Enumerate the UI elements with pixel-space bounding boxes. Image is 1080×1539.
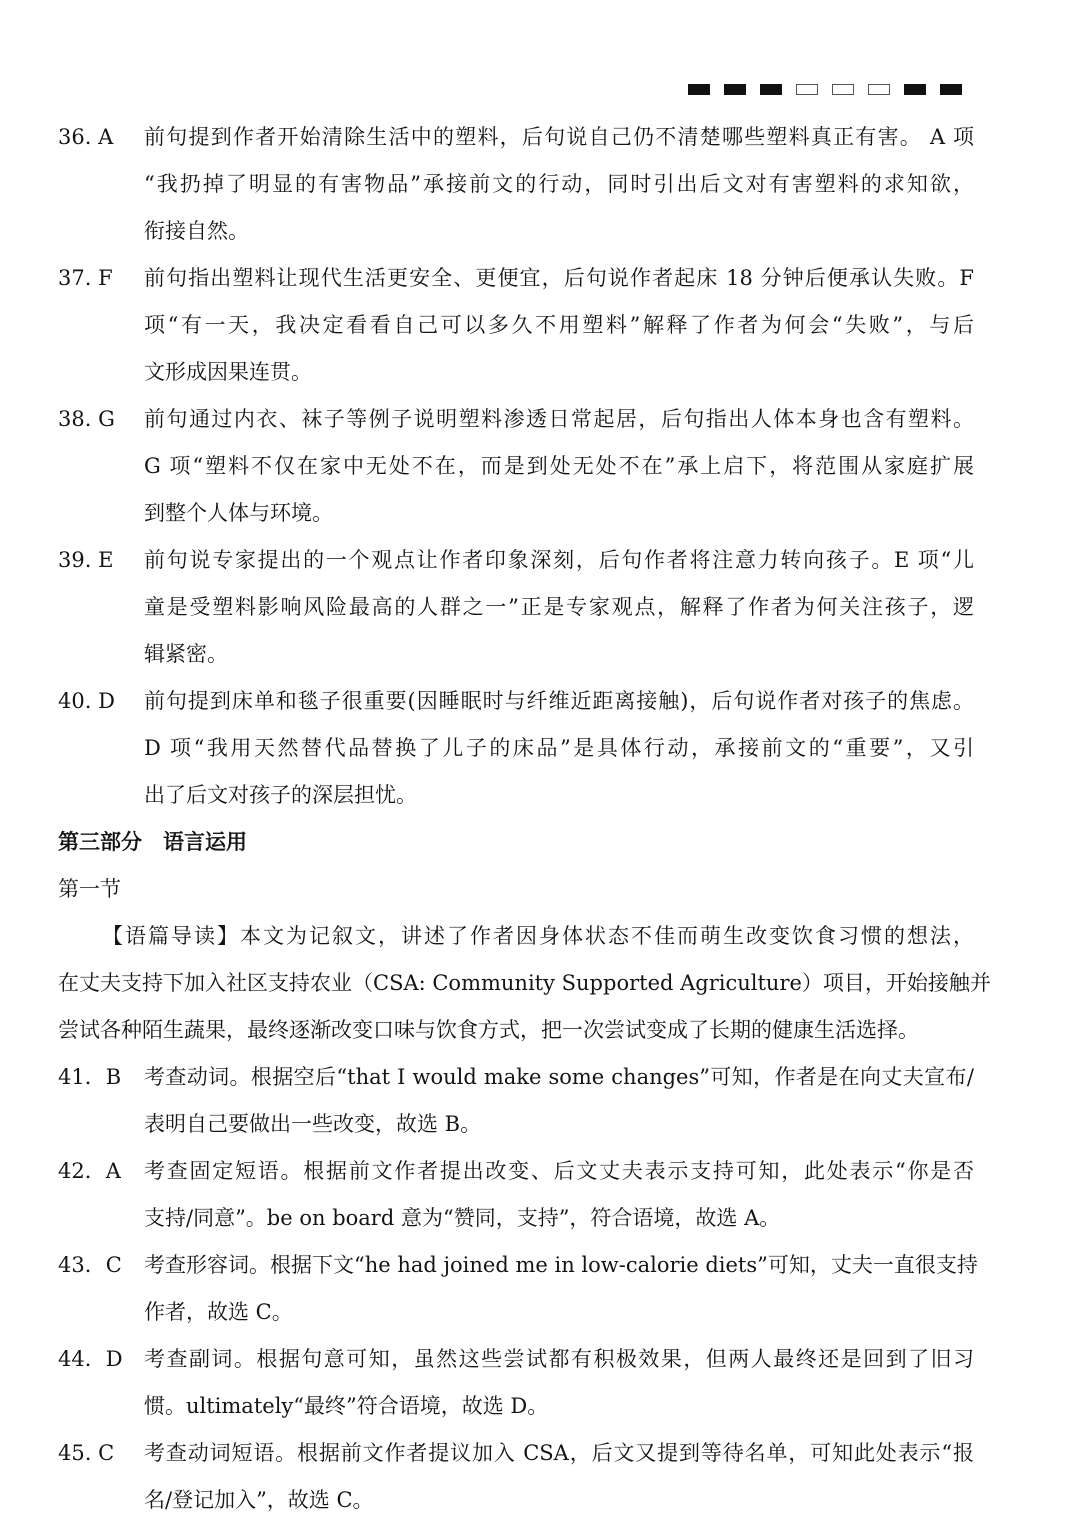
passage-guide (58, 913, 991, 1054)
explanation-line: 前句提到床单和毯子很重要(因睡眠时与纤维近距离接触)，后句说作者对孩子的焦虑。 (144, 689, 974, 713)
corner-mark (688, 84, 710, 95)
answer-number: 45. C (58, 1441, 115, 1465)
answer-explanation (144, 1430, 974, 1524)
page-corner-marks (688, 84, 962, 95)
explanation-line: 前句提到作者开始清除生活中的塑料，后句说自己仍不清楚哪些塑料真正有害。 A 项 (144, 125, 974, 149)
answer-entry (58, 678, 974, 819)
section-title: 第三部分 语言运用 (58, 830, 247, 854)
answer-entry (58, 1242, 978, 1336)
corner-mark (832, 84, 854, 95)
guide-line: 在丈夫支持下加入社区支持农业（CSA: Community Supported Agriculture）项目，开始接触并 (58, 971, 991, 995)
corner-mark (904, 84, 926, 95)
answer-explanation (144, 1148, 974, 1242)
explanation-line: G 项“塑料不仅在家中无处不在，而是到处无处不在”承上启下，将范围从家庭扩展 (144, 454, 974, 478)
explanation-line: 惯。ultimately“最终”符合语境，故选 D。 (144, 1394, 549, 1418)
explanation-line: 考查形容词。根据下文“he had joined me in low-calorie diets”可知，丈夫一直很支持 (144, 1253, 978, 1277)
answer-number: 44．D (58, 1347, 123, 1371)
corner-mark (796, 84, 818, 95)
answer-entry (58, 1054, 974, 1148)
explanation-line: 作者，故选 C。 (144, 1300, 293, 1324)
explanation-line: 前句通过内衣、袜子等例子说明塑料渗透日常起居，后句指出人体本身也含有塑料。 (144, 407, 974, 431)
explanation-line: 文形成因果连贯。 (144, 360, 312, 384)
explanation-line: 前句说专家提出的一个观点让作者印象深刻，后句作者将注意力转向孩子。E 项“儿 (144, 548, 974, 572)
answer-number: 38. G (58, 407, 115, 431)
answer-number: 42．A (58, 1159, 121, 1183)
answer-entry (58, 255, 974, 396)
explanation-line: 名/登记加入”，故选 C。 (144, 1488, 374, 1512)
answer-explanation (144, 537, 974, 678)
explanation-line: 童是受塑料影响风险最高的人群之一”正是专家观点，解释了作者为何关注孩子，逻 (144, 595, 974, 619)
explanation-line: 项“有一天，我决定看看自己可以多久不用塑料”解释了作者为何会“失败”，与后 (144, 313, 974, 337)
explanation-line: 出了后文对孩子的深层担忧。 (144, 783, 417, 807)
answer-explanation (144, 678, 974, 819)
answer-content (58, 114, 991, 1524)
answer-entry (58, 537, 974, 678)
answer-explanation (144, 1054, 974, 1148)
answer-explanation (144, 114, 974, 255)
explanation-line: 表明自己要做出一些改变，故选 B。 (144, 1112, 482, 1136)
explanation-line: 支持/同意”。be on board 意为“赞同，支持”，符合语境，故选 A。 (144, 1206, 781, 1230)
corner-mark (724, 84, 746, 95)
answer-number: 39. E (58, 548, 114, 572)
explanation-line: 衔接自然。 (144, 219, 249, 243)
corner-mark (868, 84, 890, 95)
explanation-line: 考查固定短语。根据前文作者提出改变、后文丈夫表示支持可知，此处表示“你是否 (144, 1159, 974, 1183)
sub-section-title: 第一节 (58, 877, 121, 901)
answer-entry (58, 1148, 974, 1242)
language-use-answers (58, 1054, 978, 1524)
answer-entry (58, 114, 974, 255)
explanation-line: 前句指出塑料让现代生活更安全、更便宜，后句说作者起床 18 分钟后便承认失败。F (144, 266, 974, 290)
answer-explanation (144, 1336, 974, 1430)
answer-entry (58, 396, 974, 537)
explanation-line: “我扔掉了明显的有害物品”承接前文的行动，同时引出后文对有害塑料的求知欲， (144, 172, 974, 196)
corner-mark (760, 84, 782, 95)
explanation-line: 辑紧密。 (144, 642, 228, 666)
explanation-line: 到整个人体与环境。 (144, 501, 333, 525)
answer-entry (58, 1430, 974, 1524)
explanation-line: 考查副词。根据句意可知，虽然这些尝试都有积极效果，但两人最终还是回到了旧习 (144, 1347, 974, 1371)
answer-number: 37. F (58, 266, 113, 290)
answer-entry (58, 1336, 974, 1430)
explanation-line: 考查动词。根据空后“that I would make some changes”可知，作者是在向丈夫宣布/ (144, 1065, 974, 1089)
guide-line: 尝试各种陌生蔬果，最终逐渐改变口味与饮食方式，把一次尝试变成了长期的健康生活选择。 (58, 1018, 919, 1042)
reading-answers (58, 114, 974, 819)
answer-number: 36. A (58, 125, 114, 149)
answer-number: 40. D (58, 689, 115, 713)
explanation-line: D 项“我用天然替代品替换了儿子的床品”是具体行动，承接前文的“重要”，又引 (144, 736, 974, 760)
answer-explanation (144, 255, 974, 396)
answer-number: 41．B (58, 1065, 122, 1089)
answer-explanation (144, 396, 974, 537)
corner-mark (940, 84, 962, 95)
explanation-line: 考查动词短语。根据前文作者提议加入 CSA，后文又提到等待名单，可知此处表示“报 (144, 1441, 974, 1465)
answer-number: 43．C (58, 1253, 122, 1277)
guide-line: 【语篇导读】本文为记叙文，讲述了作者因身体状态不佳而萌生改变饮食习惯的想法， (102, 924, 974, 948)
answer-explanation (144, 1242, 978, 1336)
